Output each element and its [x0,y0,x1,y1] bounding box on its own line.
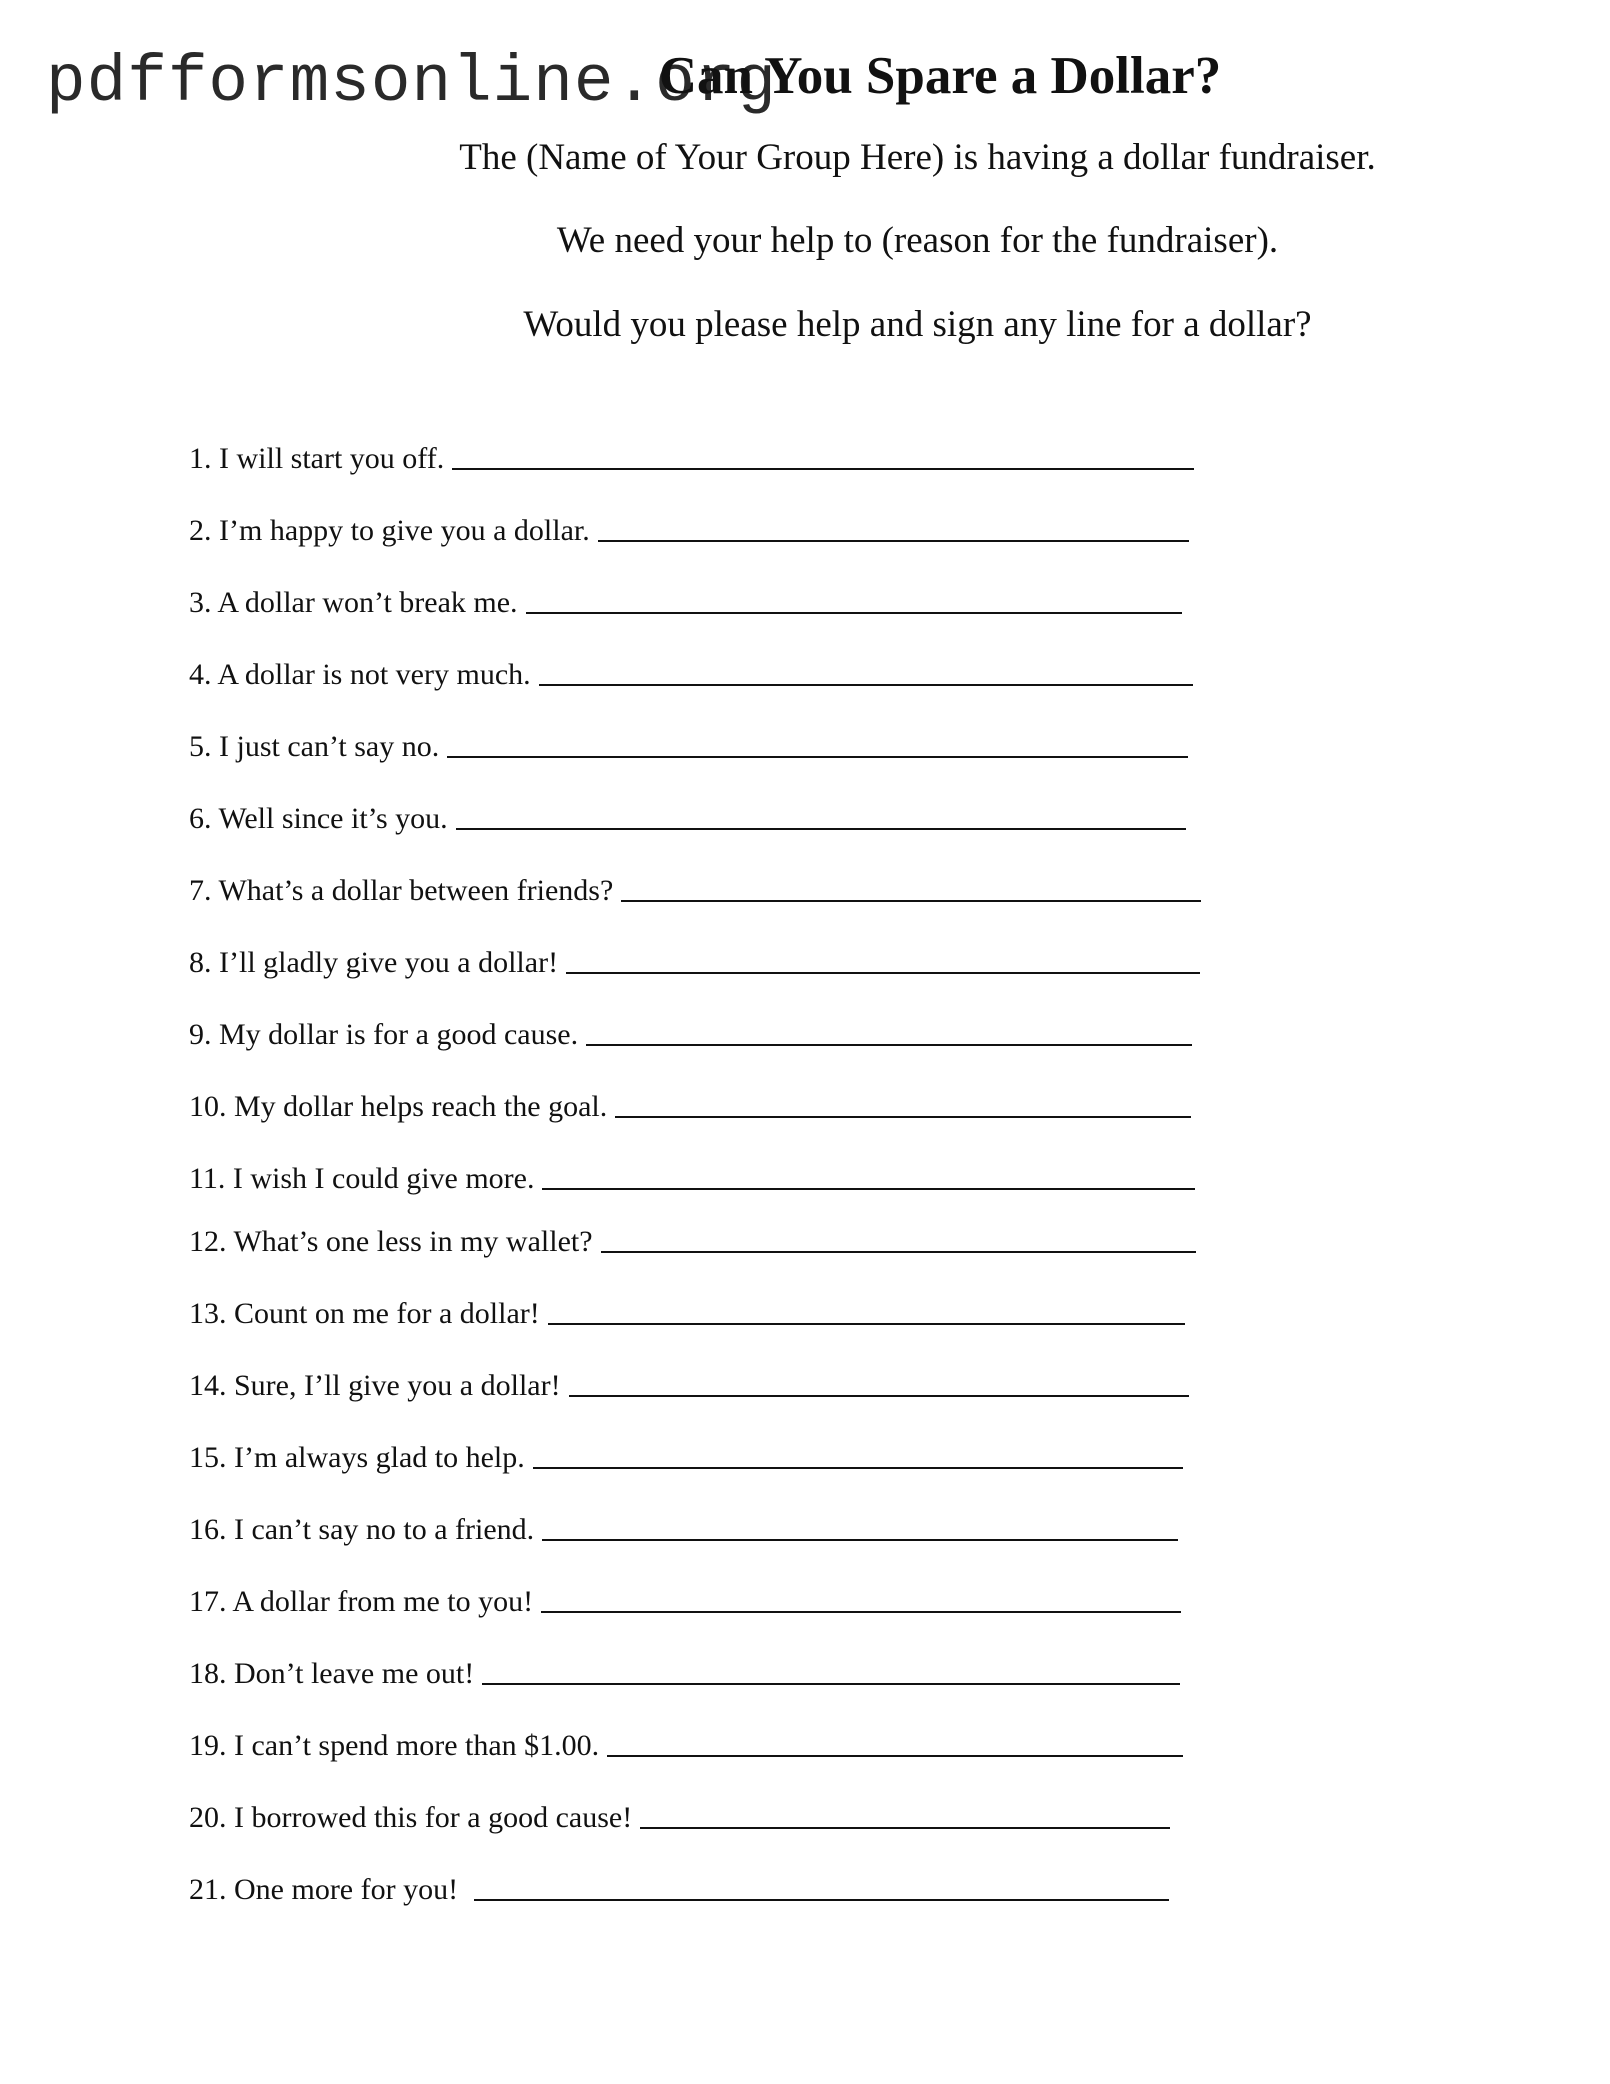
signature-blank[interactable] [474,1899,1169,1901]
signature-line [189,1865,1169,1905]
signature-line-label: 13. Count on me for a dollar! [189,1297,540,1330]
signature-line-label: 8. I’ll gladly give you a dollar! [189,946,559,979]
signature-line-label: 19. I can’t spend more than $1.00. [189,1729,600,1762]
page-title: Can You Spare a Dollar? [658,47,1222,105]
signature-blank[interactable] [533,1467,1183,1469]
signature-line-label: 20. I borrowed this for a good cause! [189,1801,633,1834]
signature-line-label: 12. What’s one less in my wallet? [189,1225,593,1258]
intro-line-group: The (Name of Your Group Here) is having a dollar fundraiser. [459,137,1376,178]
signature-blank[interactable] [615,1116,1191,1118]
signature-blank[interactable] [541,1611,1181,1613]
signature-blank[interactable] [607,1755,1183,1757]
signature-line-label: 17. A dollar from me to you! [189,1585,534,1618]
signature-line [189,506,1189,546]
signature-blank[interactable] [452,468,1194,470]
signature-line-label: 11. I wish I could give more. [189,1162,535,1195]
signature-line-label: 4. A dollar is not very much. [189,658,531,691]
signature-line [189,794,1186,834]
signature-line [189,1289,1185,1329]
intro-line-reason: We need your help to (reason for the fundraiser). [556,220,1279,261]
signature-blank[interactable] [447,756,1188,758]
signature-line-label: 1. I will start you off. [189,442,445,475]
signature-line [189,866,1201,906]
signature-line-label: 14. Sure, I’ll give you a dollar! [189,1369,561,1402]
signature-line [189,1010,1192,1050]
signature-line [189,938,1200,978]
signature-line [189,1649,1180,1689]
signature-line [189,1154,1195,1194]
signature-line [189,1217,1196,1257]
signature-blank[interactable] [586,1044,1192,1046]
signature-line-label: 10. My dollar helps reach the goal. [189,1090,608,1123]
signature-blank[interactable] [640,1827,1170,1829]
signature-blank[interactable] [598,540,1189,542]
signature-line-label: 7. What’s a dollar between friends? [189,874,614,907]
signature-blank[interactable] [601,1251,1196,1253]
signature-blank[interactable] [569,1395,1189,1397]
intro-line-request: Would you please help and sign any line for a dollar? [523,304,1312,345]
signature-line-label: 6. Well since it’s you. [189,802,448,835]
signature-line-label: 2. I’m happy to give you a dollar. [189,514,590,547]
signature-blank[interactable] [542,1539,1178,1541]
signature-blank[interactable] [456,828,1186,830]
watermark: pdfformsonline.org [46,45,777,120]
signature-line [189,434,1194,474]
signature-blank[interactable] [621,900,1201,902]
signature-line-label: 15. I’m always glad to help. [189,1441,525,1474]
signature-line-label: 9. My dollar is for a good cause. [189,1018,579,1051]
signature-line [189,1433,1183,1473]
signature-line-label: 5. I just can’t say no. [189,730,440,763]
signature-line [189,1505,1178,1545]
signature-line-label: 3. A dollar won’t break me. [189,586,518,619]
signature-line-label: 21. One more for you! [189,1873,459,1906]
signature-line [189,1793,1170,1833]
signature-blank[interactable] [566,972,1200,974]
signature-line [189,1361,1189,1401]
signature-blank[interactable] [526,612,1182,614]
signature-blank[interactable] [539,684,1193,686]
signature-line [189,1082,1191,1122]
signature-line [189,1577,1181,1617]
signature-line [189,722,1188,762]
signature-blank[interactable] [542,1188,1195,1190]
signature-line-label: 16. I can’t say no to a friend. [189,1513,535,1546]
signature-line [189,578,1182,618]
signature-line [189,1721,1183,1761]
signature-line [189,650,1193,690]
signature-blank[interactable] [482,1683,1180,1685]
signature-blank[interactable] [548,1323,1185,1325]
signature-line-label: 18. Don’t leave me out! [189,1657,475,1690]
